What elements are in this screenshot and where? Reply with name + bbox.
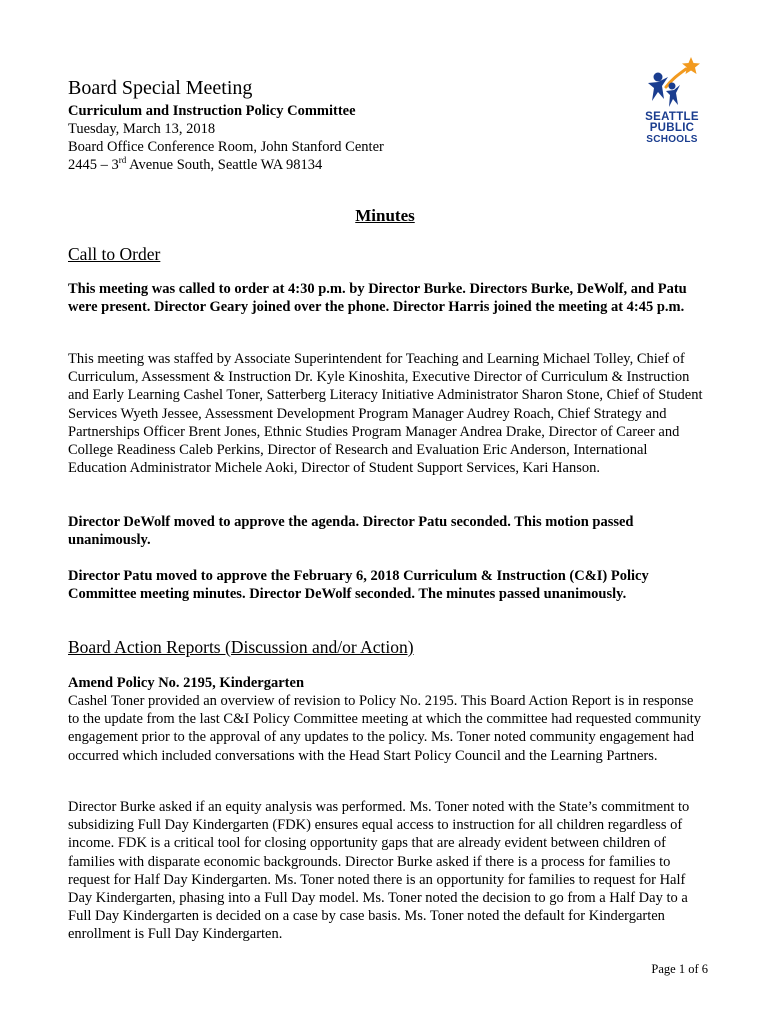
page-number: Page 1 of 6 (651, 962, 708, 976)
logo-line-public: PUBLIC (649, 122, 695, 134)
meeting-header (68, 76, 588, 174)
committee-name: Curriculum and Instruction Policy Committee (68, 103, 356, 119)
staff-paragraph: This meeting was staffed by Associate Superintendent for Teaching and Learning Michael Tolley, Chief of Curriculum, Assessment & Instruction Dr. Kyle Kinoshita, Executive Director of Curriculum & Instruction and Early Learning Cashel Toner, Satterberg Literacy Initiative Administrator Sharon Stone, Chief of Student Services Wyeth Jessee, Assessment Development Program Manager Audrey Roach, Chief Strategy and Partnerships Officer Brent Jones, Ethnic Studies Program Manager Andrea Drake, Director of Career and College Readiness Caleb Perkins, Director of Research and Evaluation Eric Anderson, International Education Administrator Michele Aoki, Director of Student Support Services, Kari Hanson. (68, 351, 703, 477)
policy-overview-paragraph: Cashel Toner provided an overview of revision to Policy No. 2195. This Board Action Report is in response to the update from the last C&I Policy Committee meeting at which the committee had requested community engagement prior to the approval of any updates to the policy. Ms. Toner noted community engagement had occurred which included conversations with the Head Start Policy Council and the Learning Partners. (68, 693, 702, 764)
agenda-motion-paragraph: Director DeWolf moved to approve the agenda. Director Patu seconded. This motion passed unanimously. (68, 514, 634, 549)
call-to-order-heading: Call to Order (68, 244, 161, 264)
seattle-public-schools-logo (636, 55, 708, 145)
meeting-location: Board Office Conference Room, John Stanford Center (68, 139, 384, 155)
minutes-title: Minutes (355, 206, 415, 225)
star-figures-icon (636, 55, 708, 111)
meeting-address: 2445 – 3rd Avenue South, Seattle WA 98134 (68, 155, 323, 173)
meeting-date: Tuesday, March 13, 2018 (68, 121, 216, 137)
call-to-order-paragraph: This meeting was called to order at 4:30 p.m. by Director Burke. Directors Burke, DeWolf, and Patu were present. Director Geary joined over the phone. Director Harris joined the meeting at 4:45 p.m. (68, 281, 687, 316)
equity-discussion-paragraph: Director Burke asked if an equity analysis was performed. Ms. Toner noted with the State’s commitment to subsidizing Full Day Kindergarten (FDK) ensures equal access to instruction for all children regardless of income. FDK is a critical tool for closing opportunity gaps that are already evident between children of families with disparate economic backgrounds. Director Burke asked if there is a process for families to request for Half Day Kindergarten. Ms. Toner noted there is an opportunity for families to request for Half Day Kindergarten, phasing into a Full Day model. Ms. Toner noted the decision to go from a Half Day to a Full Day Kindergarten is decided on a case by case basis. Ms. Toner noted the default for Kindergarten enrollment is Full Day Kindergarten. (68, 799, 690, 943)
logo-line-seattle: SEATTLE (645, 111, 699, 123)
meeting-title: Board Special Meeting (68, 77, 253, 99)
policy-item-title: Amend Policy No. 2195, Kindergarten (68, 675, 305, 691)
board-action-heading: Board Action Reports (Discussion and/or Action) (68, 637, 414, 657)
minutes-motion-paragraph: Director Patu moved to approve the February 6, 2018 Curriculum & Instruction (C&I) Policy Committee meeting minutes. Director DeWolf seconded. The minutes passed unanimously. (68, 568, 649, 603)
logo-line-schools: SCHOOLS (646, 134, 698, 145)
